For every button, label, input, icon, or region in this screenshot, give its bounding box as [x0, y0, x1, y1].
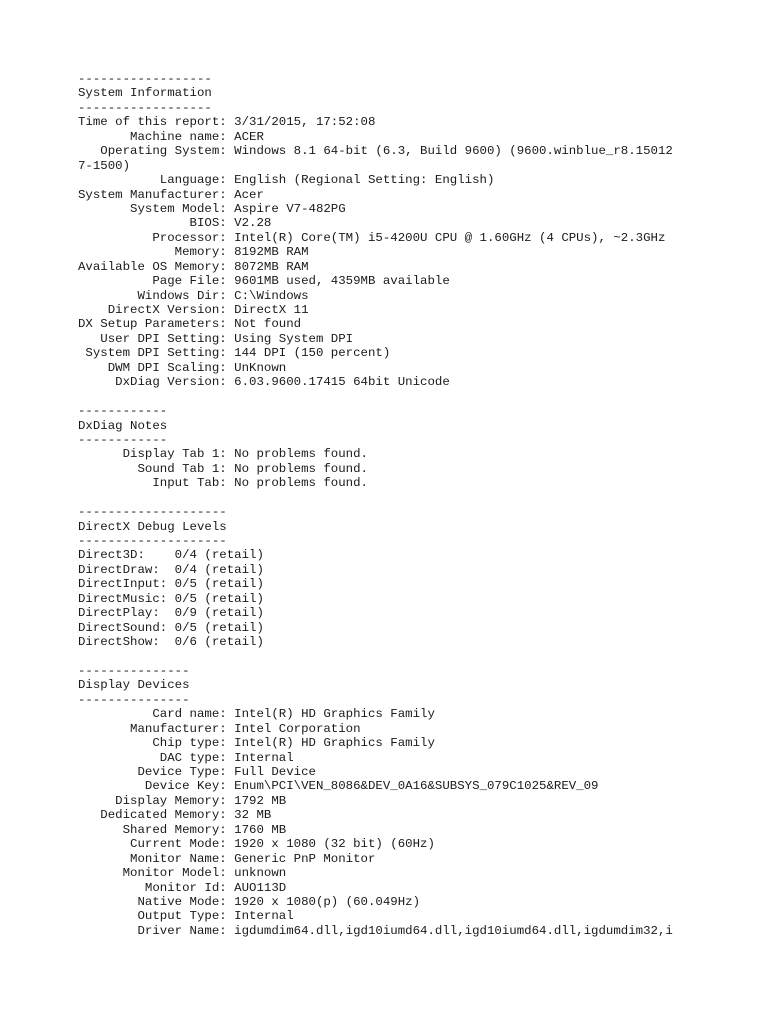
report-line: Display Devices: [78, 678, 190, 693]
report-line: ------------: [78, 404, 168, 419]
report-line: Machine name: ACER: [78, 129, 264, 144]
report-line: Windows Dir: C:\Windows: [78, 288, 309, 303]
report-line: System Model: Aspire V7-482PG: [78, 201, 346, 216]
report-line: Device Key: Enum\PCI\VEN_8086&DEV_0A16&SUBSYS_079C1025&REV_09: [78, 779, 599, 794]
report-line: Display Tab 1: No problems found.: [78, 447, 368, 462]
report-line: BIOS: V2.28: [78, 216, 272, 231]
report-line: DirectShow: 0/6 (retail): [78, 635, 264, 650]
report-line: 7-1500): [78, 158, 131, 173]
report-line: Monitor Name: Generic PnP Monitor: [78, 851, 376, 866]
report-line: User DPI Setting: Using System DPI: [78, 331, 354, 346]
report-line: Time of this report: 3/31/2015, 17:52:08: [78, 115, 376, 130]
report-line: Output Type: Internal: [78, 909, 294, 924]
report-line: Chip type: Intel(R) HD Graphics Family: [78, 736, 435, 751]
report-line: Shared Memory: 1760 MB: [78, 822, 287, 837]
report-line: Card name: Intel(R) HD Graphics Family: [78, 707, 435, 722]
report-line: --------------------: [78, 534, 227, 548]
report-line: Current Mode: 1920 x 1080 (32 bit) (60Hz): [78, 837, 435, 852]
report-line: [78, 650, 748, 664]
report-line: ---------------: [78, 692, 190, 707]
report-line: Operating System: Windows 8.1 64-bit (6.3, Build 9600) (9600.winblue_r8.15012: [78, 144, 673, 159]
report-line: Display Memory: 1792 MB: [78, 793, 287, 808]
report-line: System Information: [78, 86, 212, 101]
report-line: Page File: 9601MB used, 4359MB available: [78, 274, 450, 289]
report-line: DirectX Debug Levels: [78, 519, 227, 534]
report-line: DirectPlay: 0/9 (retail): [78, 606, 264, 621]
report-line: DX Setup Parameters: Not found: [78, 317, 302, 332]
report-line: DirectX Version: DirectX 11: [78, 303, 309, 317]
report-line: ------------------: [78, 72, 212, 86]
report-line: DirectDraw: 0/4 (retail): [78, 562, 264, 577]
report-line: Memory: 8192MB RAM: [78, 245, 309, 260]
report-line: ------------: [78, 432, 168, 447]
report-line: DirectInput: 0/5 (retail): [78, 577, 264, 592]
report-line: Native Mode: 1920 x 1080(p) (60.049Hz): [78, 894, 421, 909]
report-line: Device Type: Full Device: [78, 765, 316, 779]
report-line: Direct3D: 0/4 (retail): [78, 548, 264, 563]
report-line: Processor: Intel(R) Core(TM) i5-4200U CPU @ 1.60GHz (4 CPUs), ~2.3GHz: [78, 230, 666, 245]
report-line: DxDiag Version: 6.03.9600.17415 64bit Unicode: [78, 375, 450, 390]
report-line: Language: English (Regional Setting: English): [78, 173, 495, 188]
report-line: System Manufacturer: Acer: [78, 187, 264, 202]
report-line: ------------------: [78, 100, 212, 115]
report-line: DWM DPI Scaling: UnKnown: [78, 360, 287, 375]
report-line: Monitor Id: AUO113D: [78, 880, 287, 895]
report-line: DAC type: Internal: [78, 750, 294, 765]
report-line: Manufacturer: Intel Corporation: [78, 721, 361, 736]
report-line: DirectSound: 0/5 (retail): [78, 620, 264, 635]
dxdiag-report-text: [78, 72, 748, 938]
report-line: [78, 491, 748, 505]
report-line: Driver Name: igdumdim64.dll,igd10iumd64.dll,igd10iumd64.dll,igdumdim32,i: [78, 923, 673, 938]
report-line: System DPI Setting: 144 DPI (150 percent): [78, 346, 391, 361]
report-line: ---------------: [78, 663, 190, 678]
report-line: [78, 390, 748, 404]
report-line: Input Tab: No problems found.: [78, 476, 368, 491]
report-line: Sound Tab 1: No problems found.: [78, 461, 368, 476]
report-line: --------------------: [78, 505, 227, 520]
report-line: Available OS Memory: 8072MB RAM: [78, 259, 309, 274]
report-line: Monitor Model: unknown: [78, 866, 287, 881]
report-line: DxDiag Notes: [78, 418, 168, 433]
report-line: DirectMusic: 0/5 (retail): [78, 591, 264, 606]
report-line: Dedicated Memory: 32 MB: [78, 808, 272, 823]
